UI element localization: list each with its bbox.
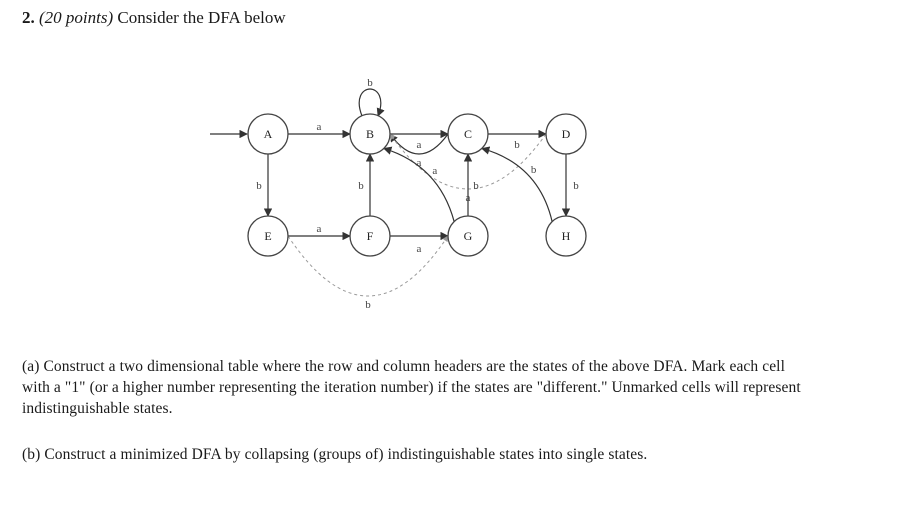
transition-label-c-d: b <box>514 139 520 151</box>
transition-label-b-c: a <box>416 139 422 151</box>
state-e <box>248 216 288 256</box>
transition-label-h-c: b <box>530 164 537 177</box>
transition-label-f-g: a <box>416 243 422 255</box>
state-d <box>546 114 586 154</box>
transition-label-c-b: a <box>416 157 422 169</box>
problem-number: 2. <box>22 8 35 27</box>
transition-label-b-b: b <box>367 77 373 89</box>
transition-label-d-b: a <box>465 192 471 204</box>
dfa-states <box>248 114 586 256</box>
state-label: E <box>264 229 272 243</box>
state-c <box>448 114 488 154</box>
dfa-edges <box>210 77 579 311</box>
problem-points: (20 points) <box>39 8 114 27</box>
part-b-text: (b) Construct a minimized DFA by collapsing (groups of) indistinguishable states into single states. <box>22 446 648 463</box>
transition-label-a-b: a <box>316 121 322 133</box>
state-label: B <box>365 127 375 141</box>
transition-label-e-f: a <box>316 223 322 235</box>
transition-label-f-b: b <box>358 180 364 192</box>
state-label: A <box>263 127 273 141</box>
state-h <box>546 216 586 256</box>
state-f <box>350 216 390 256</box>
state-label: G <box>463 229 473 243</box>
transition-label-g-c: b <box>473 180 479 192</box>
state-g <box>448 216 488 256</box>
transition-h-c <box>482 148 552 221</box>
state-label: F <box>366 229 374 243</box>
state-label: H <box>561 229 571 243</box>
state-label: D <box>561 127 571 141</box>
transition-label-g-b: a <box>432 164 438 177</box>
part-a-text: (a) Construct a two dimensional table where the row and column headers are the states of the above DFA. Mark each cell with a "1" (or a higher number representing the iteration number) if the states are "different." Unmarked cells will represent indistinguishable states. <box>22 358 801 417</box>
state-label: C <box>463 127 473 141</box>
transition-label-d-h: b <box>573 180 579 192</box>
transition-label-e-g: b <box>365 299 371 311</box>
transition-label-a-e: b <box>256 180 262 192</box>
state-b <box>350 114 390 154</box>
problem-prompt: Consider the DFA below <box>117 8 286 27</box>
state-a <box>248 114 288 154</box>
transition-b-b <box>359 89 381 116</box>
